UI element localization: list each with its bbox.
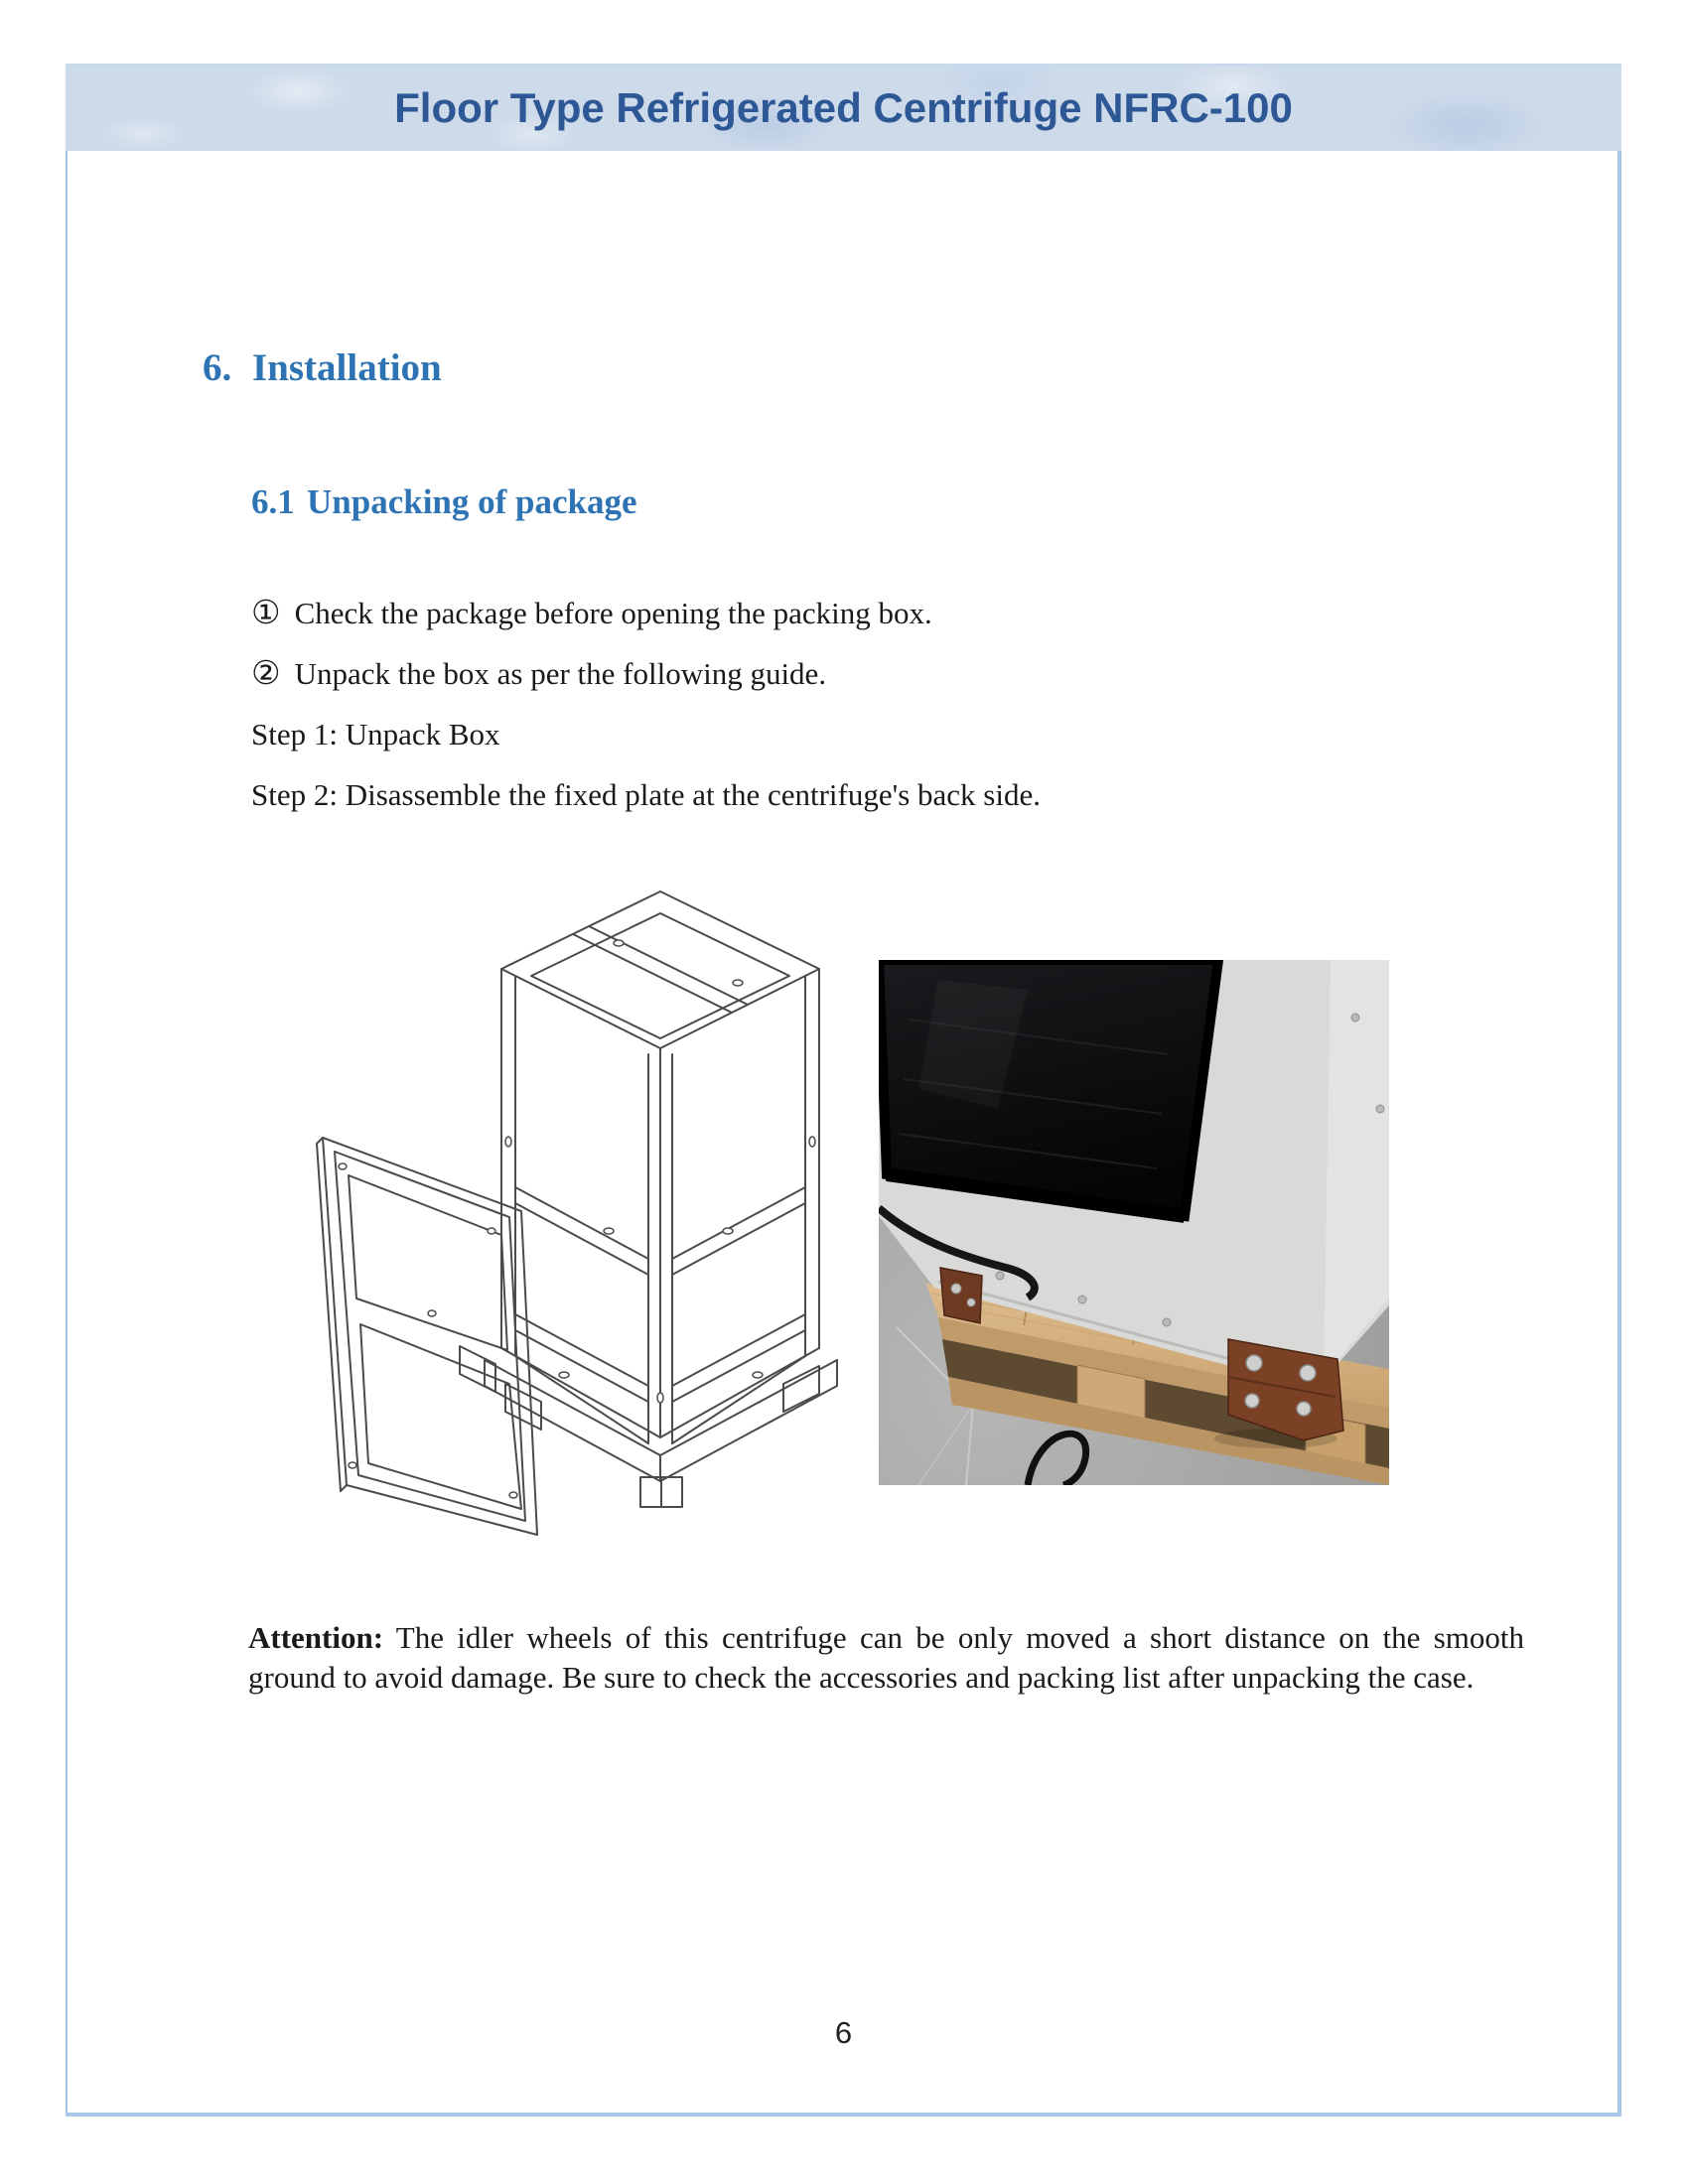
list-item-text: Unpack the box as per the following guide. xyxy=(294,656,827,691)
subsection-title: Unpacking of package xyxy=(307,482,637,521)
circled-number-icon: ① xyxy=(251,596,281,631)
list-item-text: Check the package before opening the packing box. xyxy=(294,596,932,630)
document-title: Floor Type Refrigerated Centrifuge NFRC-100 xyxy=(394,84,1293,131)
attention-text: The idler wheels of this centrifuge can be only moved a short distance on the smooth ground to avoid damage. Be sure to check the accessories and packing list after unpacking the case. xyxy=(248,1620,1524,1695)
subsection-heading xyxy=(251,482,637,522)
section-title: Installation xyxy=(252,346,442,389)
page-number: 6 xyxy=(834,2015,853,2050)
page-frame-right-border xyxy=(1618,64,1621,2116)
list-item xyxy=(251,654,826,694)
page-frame-left-border xyxy=(66,64,68,2116)
photo-svg xyxy=(879,960,1389,1485)
packing-crate-line-drawing xyxy=(311,882,879,1547)
circled-number-icon: ② xyxy=(251,656,281,692)
attention-paragraph xyxy=(248,1618,1524,1698)
section-number: 6. xyxy=(203,346,232,389)
subsection-number: 6.1 xyxy=(251,482,295,521)
header-band xyxy=(66,64,1621,151)
list-item xyxy=(251,594,932,633)
crate-drawing-svg xyxy=(311,882,879,1547)
section-heading xyxy=(203,345,442,390)
step-line: Step 1: Unpack Box xyxy=(251,717,500,751)
attention-label: Attention: xyxy=(248,1620,384,1655)
page-frame-bottom-border xyxy=(66,2113,1621,2116)
centrifuge-back-on-wooden-pallet-photo xyxy=(879,960,1389,1485)
step-line: Step 2: Disassemble the fixed plate at the centrifuge's back side. xyxy=(251,777,1041,812)
